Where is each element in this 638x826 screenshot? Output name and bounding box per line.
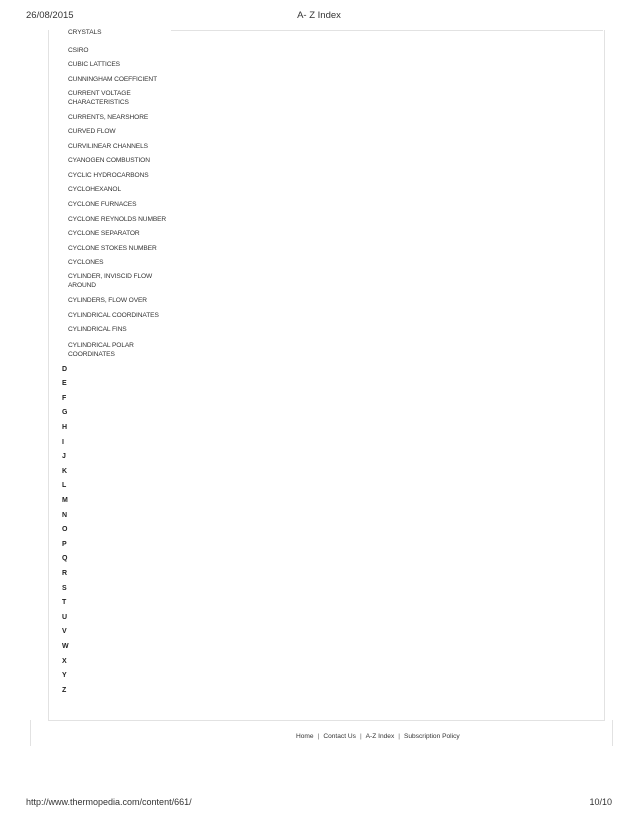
index-entry[interactable]: CYCLIC HYDROCARBONS [68,172,149,179]
footer-separator: | [359,733,362,740]
letter-link[interactable]: J [62,453,66,460]
index-entry[interactable]: CYANOGEN COMBUSTION [68,157,150,164]
footer-link-az-index[interactable]: A-Z Index [365,733,395,740]
footer-link-home[interactable]: Home [296,733,314,740]
footer-nav [296,733,460,740]
letter-link[interactable]: K [62,468,68,475]
index-entry[interactable]: CURVED FLOW [68,128,116,135]
footer-link-contact[interactable]: Contact Us [323,733,356,740]
outer-divider-left [30,720,31,746]
index-entry[interactable]: CSIRO [68,47,89,54]
letter-link[interactable]: Z [62,687,67,694]
letter-link[interactable]: T [62,599,67,606]
letter-link[interactable]: Q [62,555,68,562]
index-entry[interactable]: CYLINDERS, FLOW OVER [68,297,147,304]
index-entry[interactable]: CUNNINGHAM COEFFICIENT [68,76,158,83]
letter-link[interactable]: X [62,658,67,665]
index-entry[interactable]: CYCLONE SEPARATOR [68,230,140,237]
index-entry[interactable]: CYLINDRICAL POLAR COORDINATES [68,342,134,359]
letter-link[interactable]: O [62,526,68,533]
letter-link[interactable]: D [62,366,68,373]
footer-link-subscription[interactable]: Subscription Policy [403,733,460,740]
index-entry[interactable]: CYCLONE STOKES NUMBER [68,245,157,252]
print-title: A- Z Index [297,10,341,21]
print-page-number: 10/10 [589,797,612,807]
index-entry[interactable]: CURRENTS, NEARSHORE [68,114,149,121]
letter-link[interactable]: N [62,512,68,519]
print-url: http://www.thermopedia.com/content/661/ [26,797,192,807]
letter-link[interactable]: F [62,395,67,402]
letter-link[interactable]: G [62,409,68,416]
index-entry[interactable]: CURVILINEAR CHANNELS [68,143,148,150]
index-entry[interactable]: CRYSTALS [68,29,102,36]
letter-link[interactable]: P [62,541,67,548]
content-divider [171,30,603,31]
letter-link[interactable]: U [62,614,68,621]
print-date: 26/08/2015 [26,10,74,21]
index-entry[interactable]: CYCLONES [68,259,104,266]
letter-link[interactable]: I [62,439,64,446]
letter-link[interactable]: L [62,482,67,489]
index-entry[interactable]: CYCLOHEXANOL [68,186,122,193]
letter-link[interactable]: V [62,628,67,635]
letter-link[interactable]: Y [62,672,67,679]
index-entry[interactable]: CYCLONE FURNACES [68,201,137,208]
letter-link[interactable]: H [62,424,68,431]
outer-divider-right [612,720,613,746]
index-entry[interactable]: CUBIC LATTICES [68,61,120,68]
letter-link[interactable]: E [62,380,67,387]
index-entry[interactable]: CYLINDRICAL FINS [68,326,127,333]
index-entry[interactable]: CURRENT VOLTAGE CHARACTERISTICS [68,90,131,107]
index-entry[interactable]: CYCLONE REYNOLDS NUMBER [68,216,167,223]
index-entry[interactable]: CYLINDER, INVISCID FLOW AROUND [68,273,153,290]
letter-link[interactable]: R [62,570,68,577]
letter-link[interactable]: M [62,497,68,504]
letter-link[interactable]: W [62,643,69,650]
footer-separator: | [317,733,320,740]
index-entry[interactable]: CYLINDRICAL COORDINATES [68,312,159,319]
footer-separator: | [398,733,400,740]
letter-link[interactable]: S [62,585,67,592]
print-header [0,10,638,24]
